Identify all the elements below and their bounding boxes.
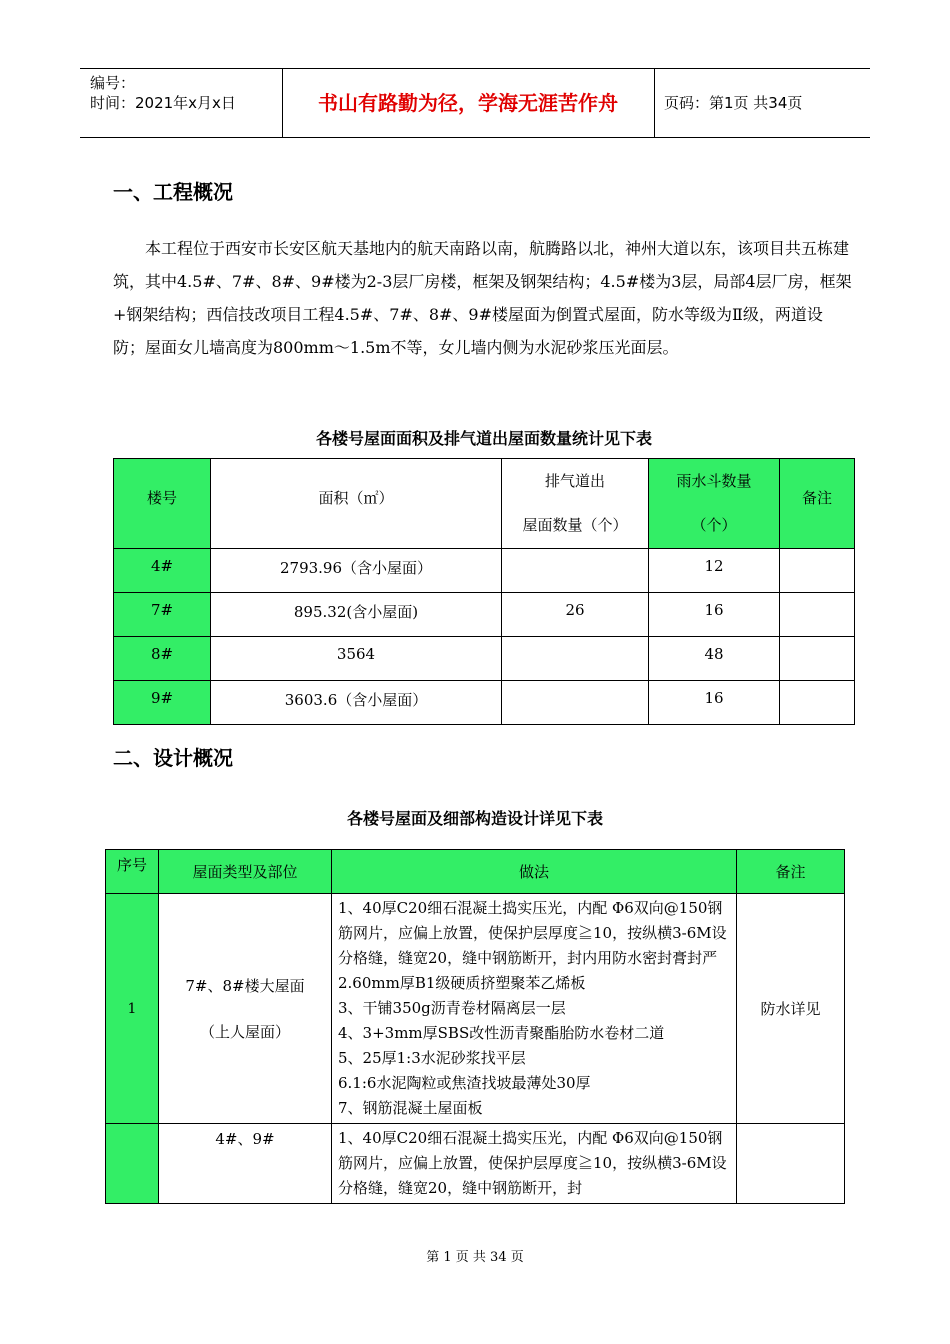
cell-building: 9#: [114, 681, 211, 725]
cell-vents: [502, 637, 649, 681]
header-cell: 序号: [106, 850, 159, 894]
cell-vents: [502, 549, 649, 593]
roof-design-table: [105, 849, 845, 1204]
cell-note: [780, 549, 855, 593]
page-header: [80, 68, 870, 138]
section2-title: 二、设计概况: [113, 746, 233, 770]
roof-area-table: [113, 458, 855, 725]
table-row: [114, 593, 855, 637]
cell-note: [780, 637, 855, 681]
cell-type: [159, 894, 332, 1124]
header-cell: [649, 459, 780, 549]
table2-caption: 各楼号屋面及细部构造设计详见下表: [346, 809, 603, 828]
cell-area: 895.32(含小屋面): [211, 593, 502, 637]
method-step: 3、干铺350g沥青卷材隔离层一层: [338, 999, 566, 1017]
table-row: [114, 681, 855, 725]
method-step: 1、40厚C20细石混凝土捣实压光，内配 Φ6双向@150钢筋网片，应偏上放置，使保护层厚度≧10，按纵横3-6M设分格缝，缝宽20，缝中钢筋断开，封内用防水密封膏封严: [338, 899, 727, 967]
cell-note: [780, 593, 855, 637]
method-step: 6.1:6水泥陶粒或焦渣找坡最薄处30厚: [338, 1074, 591, 1092]
header-cell-line: 雨水斗数量: [676, 472, 752, 490]
table-row: [114, 637, 855, 681]
header-cell-line: （个）: [691, 516, 737, 534]
table-row: [106, 894, 845, 1124]
cell-building: 4#: [114, 549, 211, 593]
header-meta: [90, 73, 236, 113]
doc-time-label: 时间：2021年x月x日: [90, 94, 236, 112]
cell-drains: 16: [649, 681, 780, 725]
table-header-row: [106, 850, 845, 894]
cell-building: 7#: [114, 593, 211, 637]
header-cell: 备注: [780, 459, 855, 549]
header-cell-line: 排气道出: [544, 472, 605, 490]
cell-method: [332, 894, 737, 1124]
cell-note: [737, 1124, 845, 1204]
header-page-info: 页码：第1页 共34页: [664, 94, 803, 112]
cell-type-line: 7#、8#楼大屋面: [185, 976, 305, 995]
header-cell: [502, 459, 649, 549]
table1-caption: 各楼号屋面面积及排气道出屋面数量统计见下表: [315, 429, 652, 448]
cell-no: [106, 1124, 159, 1204]
header-divider: [654, 69, 655, 137]
method-step: 1、40厚C20细石混凝土捣实压光，内配 Φ6双向@150钢筋网片，应偏上放置，使保护层厚度≧10，按纵横3-6M设分格缝，缝宽20，缝中钢筋断开，封: [338, 1129, 727, 1197]
method-step: 5、25厚1:3水泥砂浆找平层: [338, 1049, 526, 1067]
cell-method: [332, 1124, 737, 1204]
cell-type-line: （上人屋面）: [199, 1022, 290, 1041]
header-cell: 备注: [737, 850, 845, 894]
header-cell: 面积（㎡）: [211, 459, 502, 549]
section1-paragraph: [113, 232, 853, 364]
cell-note: 防水详见: [737, 894, 845, 1124]
cell-drains: 12: [649, 549, 780, 593]
method-step: 7、钢筋混凝土屋面板: [338, 1099, 483, 1117]
method-step: 4、3+3mm厚SBS改性沥青聚酯胎防水卷材二道: [338, 1024, 665, 1042]
table-row: [114, 549, 855, 593]
table-row: [106, 1124, 845, 1204]
method-step: 2.60mm厚B1级硬质挤塑聚苯乙烯板: [338, 974, 586, 992]
page-footer: 第 1 页 共 34 页: [426, 1250, 524, 1265]
cell-drains: 48: [649, 637, 780, 681]
header-cell: 楼号: [114, 459, 211, 549]
cell-drains: 16: [649, 593, 780, 637]
cell-area: 3564: [211, 637, 502, 681]
cell-area: 2793.96（含小屋面）: [211, 549, 502, 593]
cell-vents: 26: [502, 593, 649, 637]
section1-title: 一、工程概况: [113, 180, 233, 204]
header-cell: 做法: [332, 850, 737, 894]
cell-type: 4#、9#: [159, 1124, 332, 1204]
header-cell-line: 屋面数量（个）: [522, 516, 628, 534]
cell-note: [780, 681, 855, 725]
table-header-row: [114, 459, 855, 549]
cell-vents: [502, 681, 649, 725]
cell-area: 3603.6（含小屋面）: [211, 681, 502, 725]
section1-text: 本工程位于西安市长安区航天基地内的航天南路以南，航腾路以北，神州大道以东，该项目共五栋建筑，其中4.5#、7#、8#、9#楼为2-3层厂房楼，框架及钢架结构；4.5#楼为3层，局部4层厂房，框架+钢架结构；西信技改项目工程4.5#、7#、8#、9#楼屋面为倒置式屋面，防水等级为Ⅱ级，两道设防；屋面女儿墙高度为800mm～1.5m不等，女儿墙内侧为水泥砂浆压光面层。: [113, 239, 852, 357]
cell-building: 8#: [114, 637, 211, 681]
header-cell: 屋面类型及部位: [159, 850, 332, 894]
doc-number-label: 编号：: [90, 74, 136, 92]
header-motto: 书山有路勤为径，学海无涯苦作舟: [318, 91, 618, 115]
cell-no: 1: [106, 894, 159, 1124]
